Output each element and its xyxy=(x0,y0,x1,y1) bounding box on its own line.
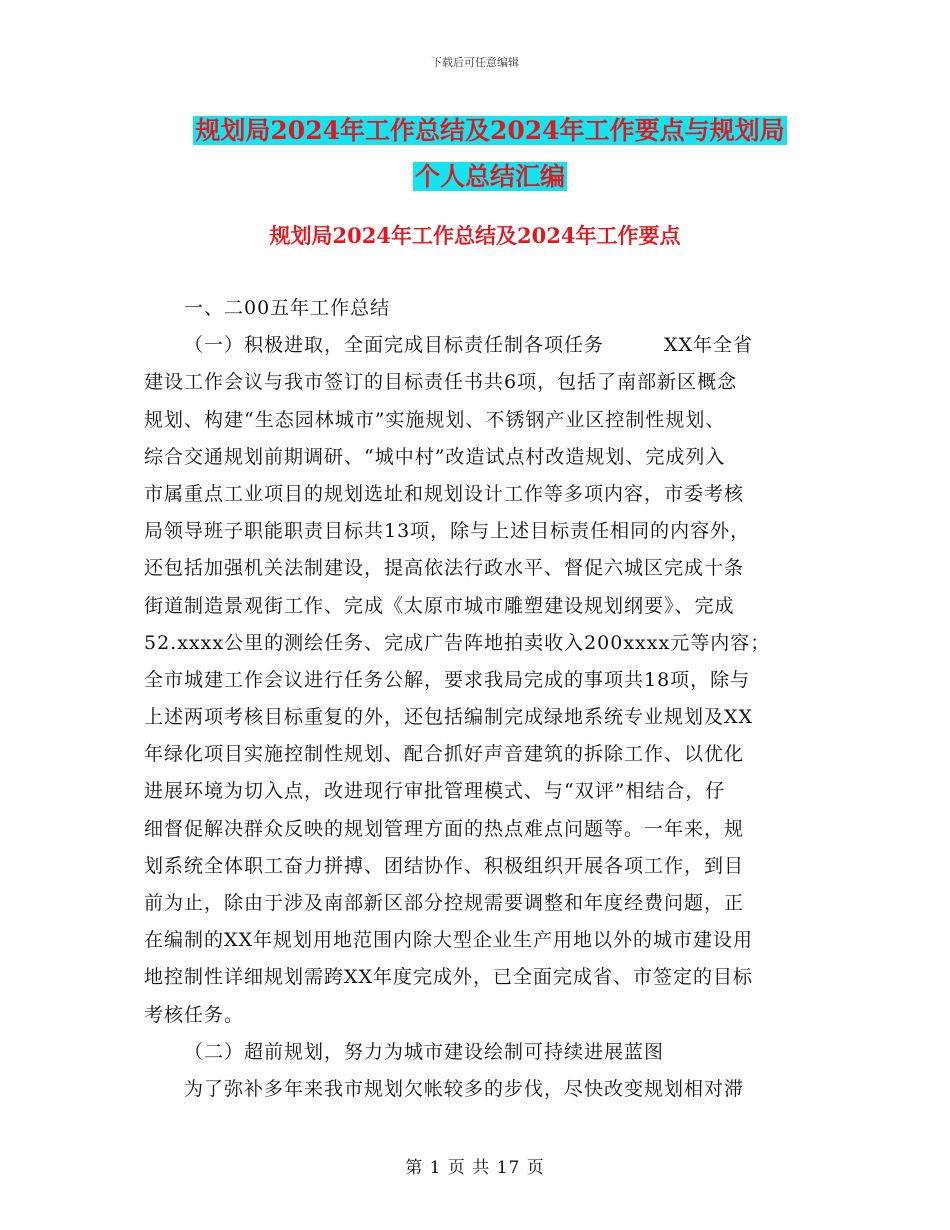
paragraph-line: 全市城建工作会议进行任务公解，要求我局完成的事项共18项，除与 xyxy=(144,668,751,691)
document-title-line-2: 个人总结汇编 xyxy=(414,162,565,191)
paragraph-line: 建设工作会议与我市签订的目标责任书共6项，包括了南部新区概念 xyxy=(144,371,738,394)
paragraph-line: 综合交通规划前期调研、“城中村”改造试点村改造规划、完成列入 xyxy=(144,445,726,468)
paragraph-line: 地控制性详细规划需跨XX年度完成外，已全面完成省、市签定的目标 xyxy=(144,966,754,989)
paragraph-line: 划系统全体职工奋力拼搏、团结协作、积极组织开展各项工作，到目 xyxy=(144,854,745,877)
header-note: 下载后可任意编辑 xyxy=(431,56,519,69)
section-heading: （二）超前规划，努力为城市建设绘制可持续进展蓝图 xyxy=(184,1040,665,1063)
paragraph-line: 进展环境为切入点，改进现行审批管理模式、与“双评”相结合，仔 xyxy=(144,780,726,803)
paragraph-line: 街道制造景观街工作、完成《太原市城市雕塑建设规划纲要》、完成 xyxy=(144,594,735,617)
page-number: 第 1 页 共 17 页 xyxy=(405,1158,545,1178)
paragraph-line: 局领导班子职能职责目标共13项，除与上述目标责任相同的内容外， xyxy=(144,520,751,543)
section-title: 规划局2024年工作总结及2024年工作要点 xyxy=(269,223,681,248)
paragraph-line: 规划、构建“生态园林城市”实施规划、不锈钢产业区控制性规划、 xyxy=(144,408,726,431)
paragraph-line: 市属重点工业项目的规划选址和规划设计工作等多项内容，市委考核 xyxy=(144,482,745,505)
paragraph-line: 在编制的XX年规划用地范围内除大型企业生产用地以外的城市建设用 xyxy=(144,929,754,952)
document-title-line-1: 规划局2024年工作总结及2024年工作要点与规划局 xyxy=(195,116,785,145)
paragraph-line: 上述两项考核目标重复的外，还包括编制完成绿地系统专业规划及XX xyxy=(144,706,754,729)
document-title xyxy=(140,108,840,200)
paragraph-line: （一）积极进取，全面完成目标责任制各项任务 XX年全省 xyxy=(184,334,754,357)
section-heading: 一、二00五年工作总结 xyxy=(184,297,391,319)
paragraph-line: 为了弥补多年来我市规划欠帐较多的步伐，尽快改变规划相对滞 xyxy=(184,1077,745,1100)
body-text xyxy=(144,290,808,1108)
paragraph-line: 细督促解决群众反映的规划管理方面的热点难点问题等。一年来，规 xyxy=(144,817,745,840)
paragraph-line: 还包括加强机关法制建设，提高依法行政水平、督促六城区完成十条 xyxy=(144,557,745,580)
paragraph-line: 52.xxxx公里的测绘任务、完成广告阵地拍卖收入200xxxx元等内容； xyxy=(144,631,771,654)
paragraph-line: 年绿化项目实施控制性规划、配合抓好声音建筑的拆除工作、以优化 xyxy=(144,743,745,766)
paragraph-line: 前为止，除由于涉及南部新区部分控规需要调整和年度经费问题，正 xyxy=(144,892,745,914)
paragraph-line: 考核任务。 xyxy=(144,1003,245,1026)
